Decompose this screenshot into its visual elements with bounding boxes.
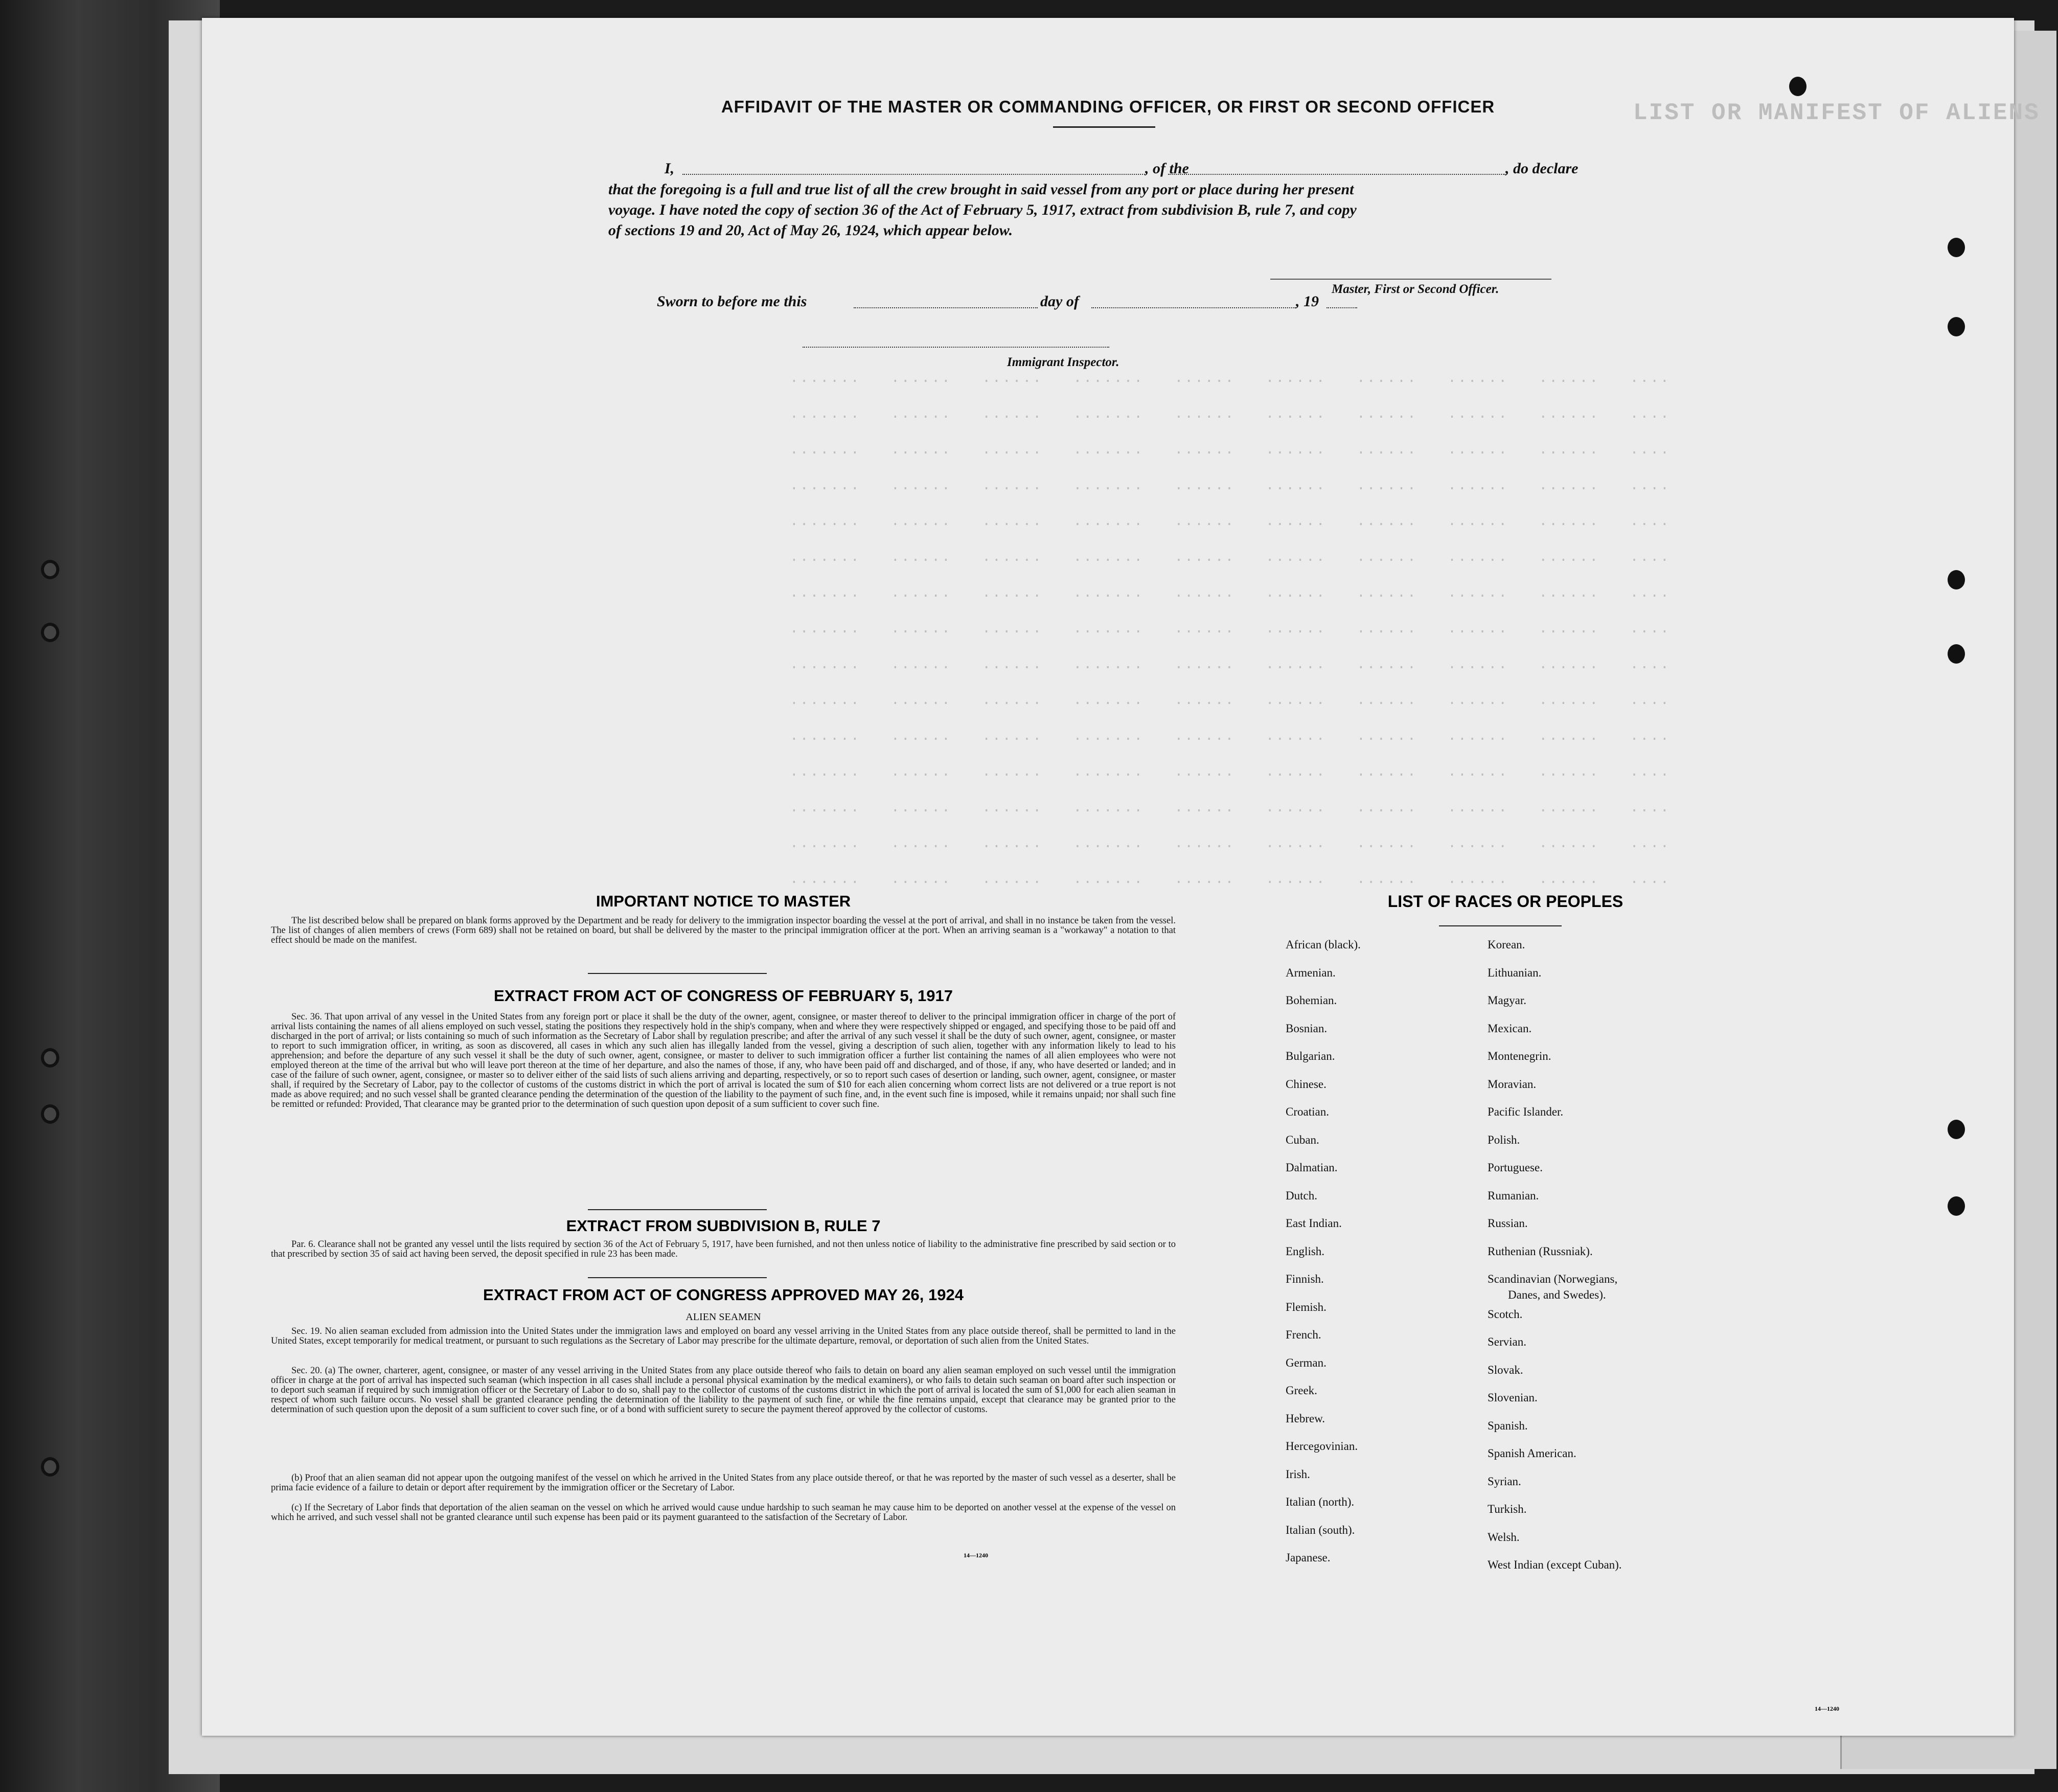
race-item: Cuban.: [1286, 1133, 1319, 1146]
race-item: Lithuanian.: [1488, 966, 1542, 979]
races-title: LIST OF RACES OR PEOPLES: [1387, 892, 1623, 911]
race-item: African (black).: [1286, 938, 1361, 951]
race-item: Italian (south).: [1286, 1523, 1355, 1536]
extract-1917-text: Sec. 36. That upon arrival of any vessel in the United States from any foreign port or place it shall be the duty of the owner, agent, consignee, or master thereof to deliver to the principal immigration officer in charge of the port of arrival lists containing the names of all aliens employed on such vessel, stating the positions they respectively hold in the ship's company, when and where they were respectively shipped or engaged, and specifying those to be paid off and discharged in the port of arrival; or lists containing so much of such information as the Secretary of Labor shall by regulation prescribe; and after the arrival of any such vessel it shall be the duty of such owner, agent, consignee, or master to report to such immigration officer, in writing, as soon as discovered, all cases in which any such alien has illegally landed from the vessel, giving a description of such alien, together with any information likely to lead to his apprehension; and before the departure of any such vessel it shall be the duty of such owner, agent, consignee, or master to deliver to such immigration officer a further list containing the names of all alien employees who were not employed thereon at the time of the arrival but who will leave port thereon at the time of her departure, and also the names of those, if any, who have been paid off and discharged, and of those, if any, who have deserted or landed; and in case of the failure of such owner, agent, consignee, or master so to deliver either of the said lists of such aliens arriving and departing, respectively, or so to report such cases of desertion or landing, such owner, agent, consignee, or master shall, if required by the Secretary of Labor, pay to the collector of customs of the customs district in which the port of arrival is located the sum of $10 for each alien concerning whom correct lists are not delivered or a true report is not made as above required; and no such vessel shall be granted clearance pending the determination of the question of the liability to the payment of such fine, and, in the event such fine is imposed, while it remains unpaid; nor shall such fine be remitted or refunded: Provided, That clearance may be granted prior to the determination of such question upon deposit of a sum sufficient to cover such fine.: [271, 1012, 1176, 1109]
race-item: Armenian.: [1286, 966, 1336, 979]
race-item: Montenegrin.: [1488, 1050, 1551, 1062]
inspector-signature-field[interactable]: [803, 347, 1109, 348]
race-item: Scandinavian (Norwegians,: [1488, 1273, 1618, 1285]
sworn-day-field[interactable]: [854, 307, 1038, 308]
race-item: Greek.: [1286, 1384, 1317, 1397]
section-divider: [588, 1209, 767, 1210]
subdivision-text: Par. 6. Clearance shall not be granted any vessel until the lists required by section 36 of the Act of February 5, 1917, have been furnished, and not then unless notice of liability to the administrative fine prescribed by said section or to that prescribed by section 35 of said act having been served, the deposit specified in rule 23 has been made.: [271, 1239, 1176, 1259]
punch-hole-icon: [1948, 644, 1965, 664]
bleed-through-row: ....... ...... ...... ....... ...... ...... ...... ...... ...... ....: [790, 442, 1671, 458]
race-item: Bohemian.: [1286, 994, 1337, 1007]
bleed-through-row: ....... ...... ...... ....... ...... ...... ...... ...... ...... ....: [790, 514, 1671, 530]
race-item: Magyar.: [1488, 994, 1527, 1007]
affidavit-i-label: I,: [665, 160, 675, 177]
bleed-through-row: ....... ...... ...... ....... ...... ...... ...... ...... ...... ....: [790, 585, 1671, 601]
sec20a-text: Sec. 20. (a) The owner, charterer, agent, consignee, or master of any vessel arriving in the United States from any place outside thereof who fails to detain on board any alien seaman employed on such vessel until the immigration officer in charge at the port of arrival has inspected such seaman (which inspection in all cases shall include a personal physical examination by the medical examiners), or who fails to detain such seaman on board after such inspection or to deport such seaman if required by such immigration officer or the Secretary of Labor to do so, shall pay to the collector of customs of the customs district in which the port of arrival is located the sum of $1,000 for each alien seaman in respect of whom such failure occurs. No vessel shall be granted clearance pending the determination of the liability to the payment of such fine, or while the fine remains unpaid, except that clearance may be granted prior to the determination of such question upon the deposit of a sum sufficient to cover such fine, or of a bond with sufficient surety to secure the payment thereof approved by the collector of customs.: [271, 1366, 1176, 1415]
race-item: Chinese.: [1286, 1077, 1327, 1091]
race-item: Korean.: [1488, 938, 1525, 951]
do-declare-label: , do declare: [1505, 160, 1579, 177]
extract-1917-title: EXTRACT FROM ACT OF CONGRESS OF FEBRUARY 5, 1917: [494, 987, 953, 1005]
binding-hole-icon: [41, 1104, 59, 1124]
race-item: Portuguese.: [1488, 1161, 1543, 1174]
bleed-through-row: ....... ...... ...... ....... ...... ...... ...... ...... ...... ....: [790, 550, 1671, 565]
punch-hole-icon: [1948, 238, 1965, 257]
race-item: Syrian.: [1488, 1475, 1521, 1488]
sec20b-text: (b) Proof that an alien seaman did not appear upon the outgoing manifest of the vessel on which he arrived in the United States from any place outside thereof, or that he was reported by the master of such vessel as a deserter, shall be prima facie evidence of a failure to detain or deport after requirement by the immigration officer or the Secretary of Labor.: [271, 1473, 1176, 1493]
master-caption: Master, First or Second Officer.: [1332, 282, 1499, 296]
races-divider: [1439, 925, 1562, 926]
bleed-through-header: LIST OR MANIFEST OF ALIENS: [1633, 100, 2040, 126]
race-item: Russian.: [1488, 1217, 1528, 1230]
punch-hole-icon: [1948, 1120, 1965, 1139]
affiant-name-field[interactable]: [682, 174, 1145, 175]
binding-hole-icon: [41, 1048, 59, 1068]
race-item: Finnish.: [1286, 1273, 1324, 1285]
bleed-through-row: ....... ...... ...... ....... ...... ...... ...... ...... ...... ....: [790, 800, 1671, 816]
race-item: Flemish.: [1286, 1300, 1327, 1313]
bleed-through-row: ....... ...... ...... ....... ...... ...... ...... ...... ...... ....: [790, 478, 1671, 494]
form-page: [202, 18, 2040, 1736]
punch-hole-icon: [1948, 317, 1965, 336]
bleed-through-row: ....... ...... ...... ....... ...... ...... ...... ...... ...... ....: [790, 621, 1671, 637]
sec19-text: Sec. 19. No alien seaman excluded from admission into the United States under the immigration laws and employed on board any vessel arriving in the United States from any place outside thereof, shall be permitted to land in the United States, except temporarily for medical treatment, or pursuant to such regulations as the Secretary of Labor may prescribe for the ultimate departure, removal, or deportation of such alien from the United States.: [271, 1326, 1176, 1346]
subdivision-title: EXTRACT FROM SUBDIVISION B, RULE 7: [566, 1217, 881, 1235]
bottom-form-number: 14—1240: [1815, 1705, 1839, 1712]
bleed-through-row: ....... ...... ...... ....... ...... ...... ...... ...... ...... ....: [790, 657, 1671, 673]
race-item-continuation: Danes, and Swedes).: [1508, 1288, 1606, 1301]
race-item: Scotch.: [1488, 1307, 1523, 1321]
race-item: Hercegovinian.: [1286, 1440, 1358, 1453]
of-the-label: , of the: [1145, 160, 1189, 177]
race-item: Ruthenian (Russniak).: [1488, 1244, 1593, 1258]
race-item: Polish.: [1488, 1133, 1520, 1146]
race-item: Croatian.: [1286, 1105, 1329, 1118]
notice-text: The list described below shall be prepared on blank forms approved by the Department and be ready for delivery to the immigration inspector boarding the vessel at the port of arrival, and shall in no instance be taken from the vessel. The list of changes of alien members of crews (Form 689) shall not be retained on board, but shall be delivered by the master to the principal immigration officer at the port. When an arriving seaman is a "workaway" a notation to that effect should be made on the manifest.: [271, 916, 1176, 945]
race-item: Welsh.: [1488, 1530, 1520, 1544]
sec20c-text: (c) If the Secretary of Labor finds that deportation of the alien seaman on the vessel on which he arrived would cause undue hardship to such seaman he may cause him to be deported on another vessel at the expense of the vessel on which he arrived, and such vessel shall not be granted clearance until such expense has been paid or its payment guaranteed to the satisfaction of the Secretary of Labor.: [271, 1503, 1176, 1523]
notice-title: IMPORTANT NOTICE TO MASTER: [596, 892, 851, 910]
race-item: Turkish.: [1488, 1503, 1527, 1515]
affidavit-body-line: that the foregoing is a full and true list of all the crew brought in said vessel from any port or place during her present: [608, 181, 1354, 198]
race-item: Bosnian.: [1286, 1022, 1328, 1035]
vessel-name-field[interactable]: [1168, 174, 1505, 175]
race-item: Rumanian.: [1488, 1189, 1539, 1202]
bleed-through-row: ....... ...... ...... ....... ...... ...... ...... ...... ...... ....: [790, 371, 1671, 387]
race-item: German.: [1286, 1356, 1327, 1369]
race-item: Spanish.: [1488, 1419, 1528, 1432]
affidavit-title: AFFIDAVIT OF THE MASTER OR COMMANDING OFFICER, OR FIRST OR SECOND OFFICER: [721, 97, 1495, 116]
race-item: Spanish American.: [1488, 1447, 1576, 1460]
race-item: French.: [1286, 1328, 1321, 1341]
race-item: West Indian (except Cuban).: [1488, 1558, 1622, 1571]
extract-1924-title: EXTRACT FROM ACT OF CONGRESS APPROVED MAY 26, 1924: [483, 1286, 964, 1304]
sworn-label: Sworn to before me this: [657, 293, 807, 310]
race-item: Mexican.: [1488, 1022, 1532, 1035]
bleed-through-row: ....... ...... ...... ....... ...... ...... ...... ...... ...... ....: [790, 872, 1671, 888]
race-item: Bulgarian.: [1286, 1050, 1335, 1062]
bleed-through-row: ....... ...... ...... ....... ...... ...... ...... ...... ...... ....: [790, 836, 1671, 852]
alien-seamen-subtitle: ALIEN SEAMEN: [685, 1311, 761, 1323]
day-of-label: day of: [1040, 293, 1079, 310]
binding-hole-icon: [41, 1457, 59, 1477]
race-item: Dalmatian.: [1286, 1161, 1338, 1174]
race-item: Servian.: [1488, 1335, 1527, 1348]
section-divider: [588, 973, 767, 974]
section-divider: [588, 1277, 767, 1278]
race-item: Slovak.: [1488, 1363, 1523, 1376]
punch-hole-icon: [1948, 570, 1965, 589]
race-item: Moravian.: [1488, 1077, 1537, 1091]
bleed-through-row: ....... ...... ...... ....... ...... ...... ...... ...... ...... ....: [790, 729, 1671, 744]
punch-hole-icon: [1789, 77, 1807, 96]
binding-hole-icon: [41, 623, 59, 642]
form-number: 14—1240: [964, 1552, 988, 1559]
race-item: Hebrew.: [1286, 1412, 1325, 1425]
punch-hole-icon: [1948, 1196, 1965, 1216]
year-label: , 19: [1296, 293, 1319, 310]
title-divider: [1053, 126, 1155, 128]
race-item: Slovenian.: [1488, 1391, 1538, 1404]
race-item: English.: [1286, 1244, 1325, 1258]
race-item: Japanese.: [1286, 1551, 1331, 1564]
bleed-through-row: ....... ...... ...... ....... ...... ...... ...... ...... ...... ....: [790, 693, 1671, 709]
sworn-year-field[interactable]: [1327, 307, 1357, 308]
sworn-month-field[interactable]: [1091, 307, 1296, 308]
race-item: Dutch.: [1286, 1189, 1317, 1202]
bleed-through-row: ....... ...... ...... ....... ...... ...... ...... ...... ...... ....: [790, 406, 1671, 422]
race-item: Italian (north).: [1286, 1495, 1355, 1508]
bleed-through-row: ....... ...... ...... ....... ...... ...... ...... ...... ...... ....: [790, 764, 1671, 780]
binding-hole-icon: [41, 560, 59, 579]
master-signature-field[interactable]: [1270, 279, 1551, 280]
affidavit-body-line: of sections 19 and 20, Act of May 26, 1924, which appear below.: [608, 222, 1013, 239]
inspector-caption: Immigrant Inspector.: [1007, 355, 1119, 369]
race-item: Pacific Islander.: [1488, 1105, 1564, 1118]
race-item: Irish.: [1286, 1467, 1310, 1481]
affidavit-body-line: voyage. I have noted the copy of section 36 of the Act of February 5, 1917, extract from subdivision B, rule 7, and copy: [608, 201, 1357, 218]
race-item: East Indian.: [1286, 1217, 1342, 1230]
